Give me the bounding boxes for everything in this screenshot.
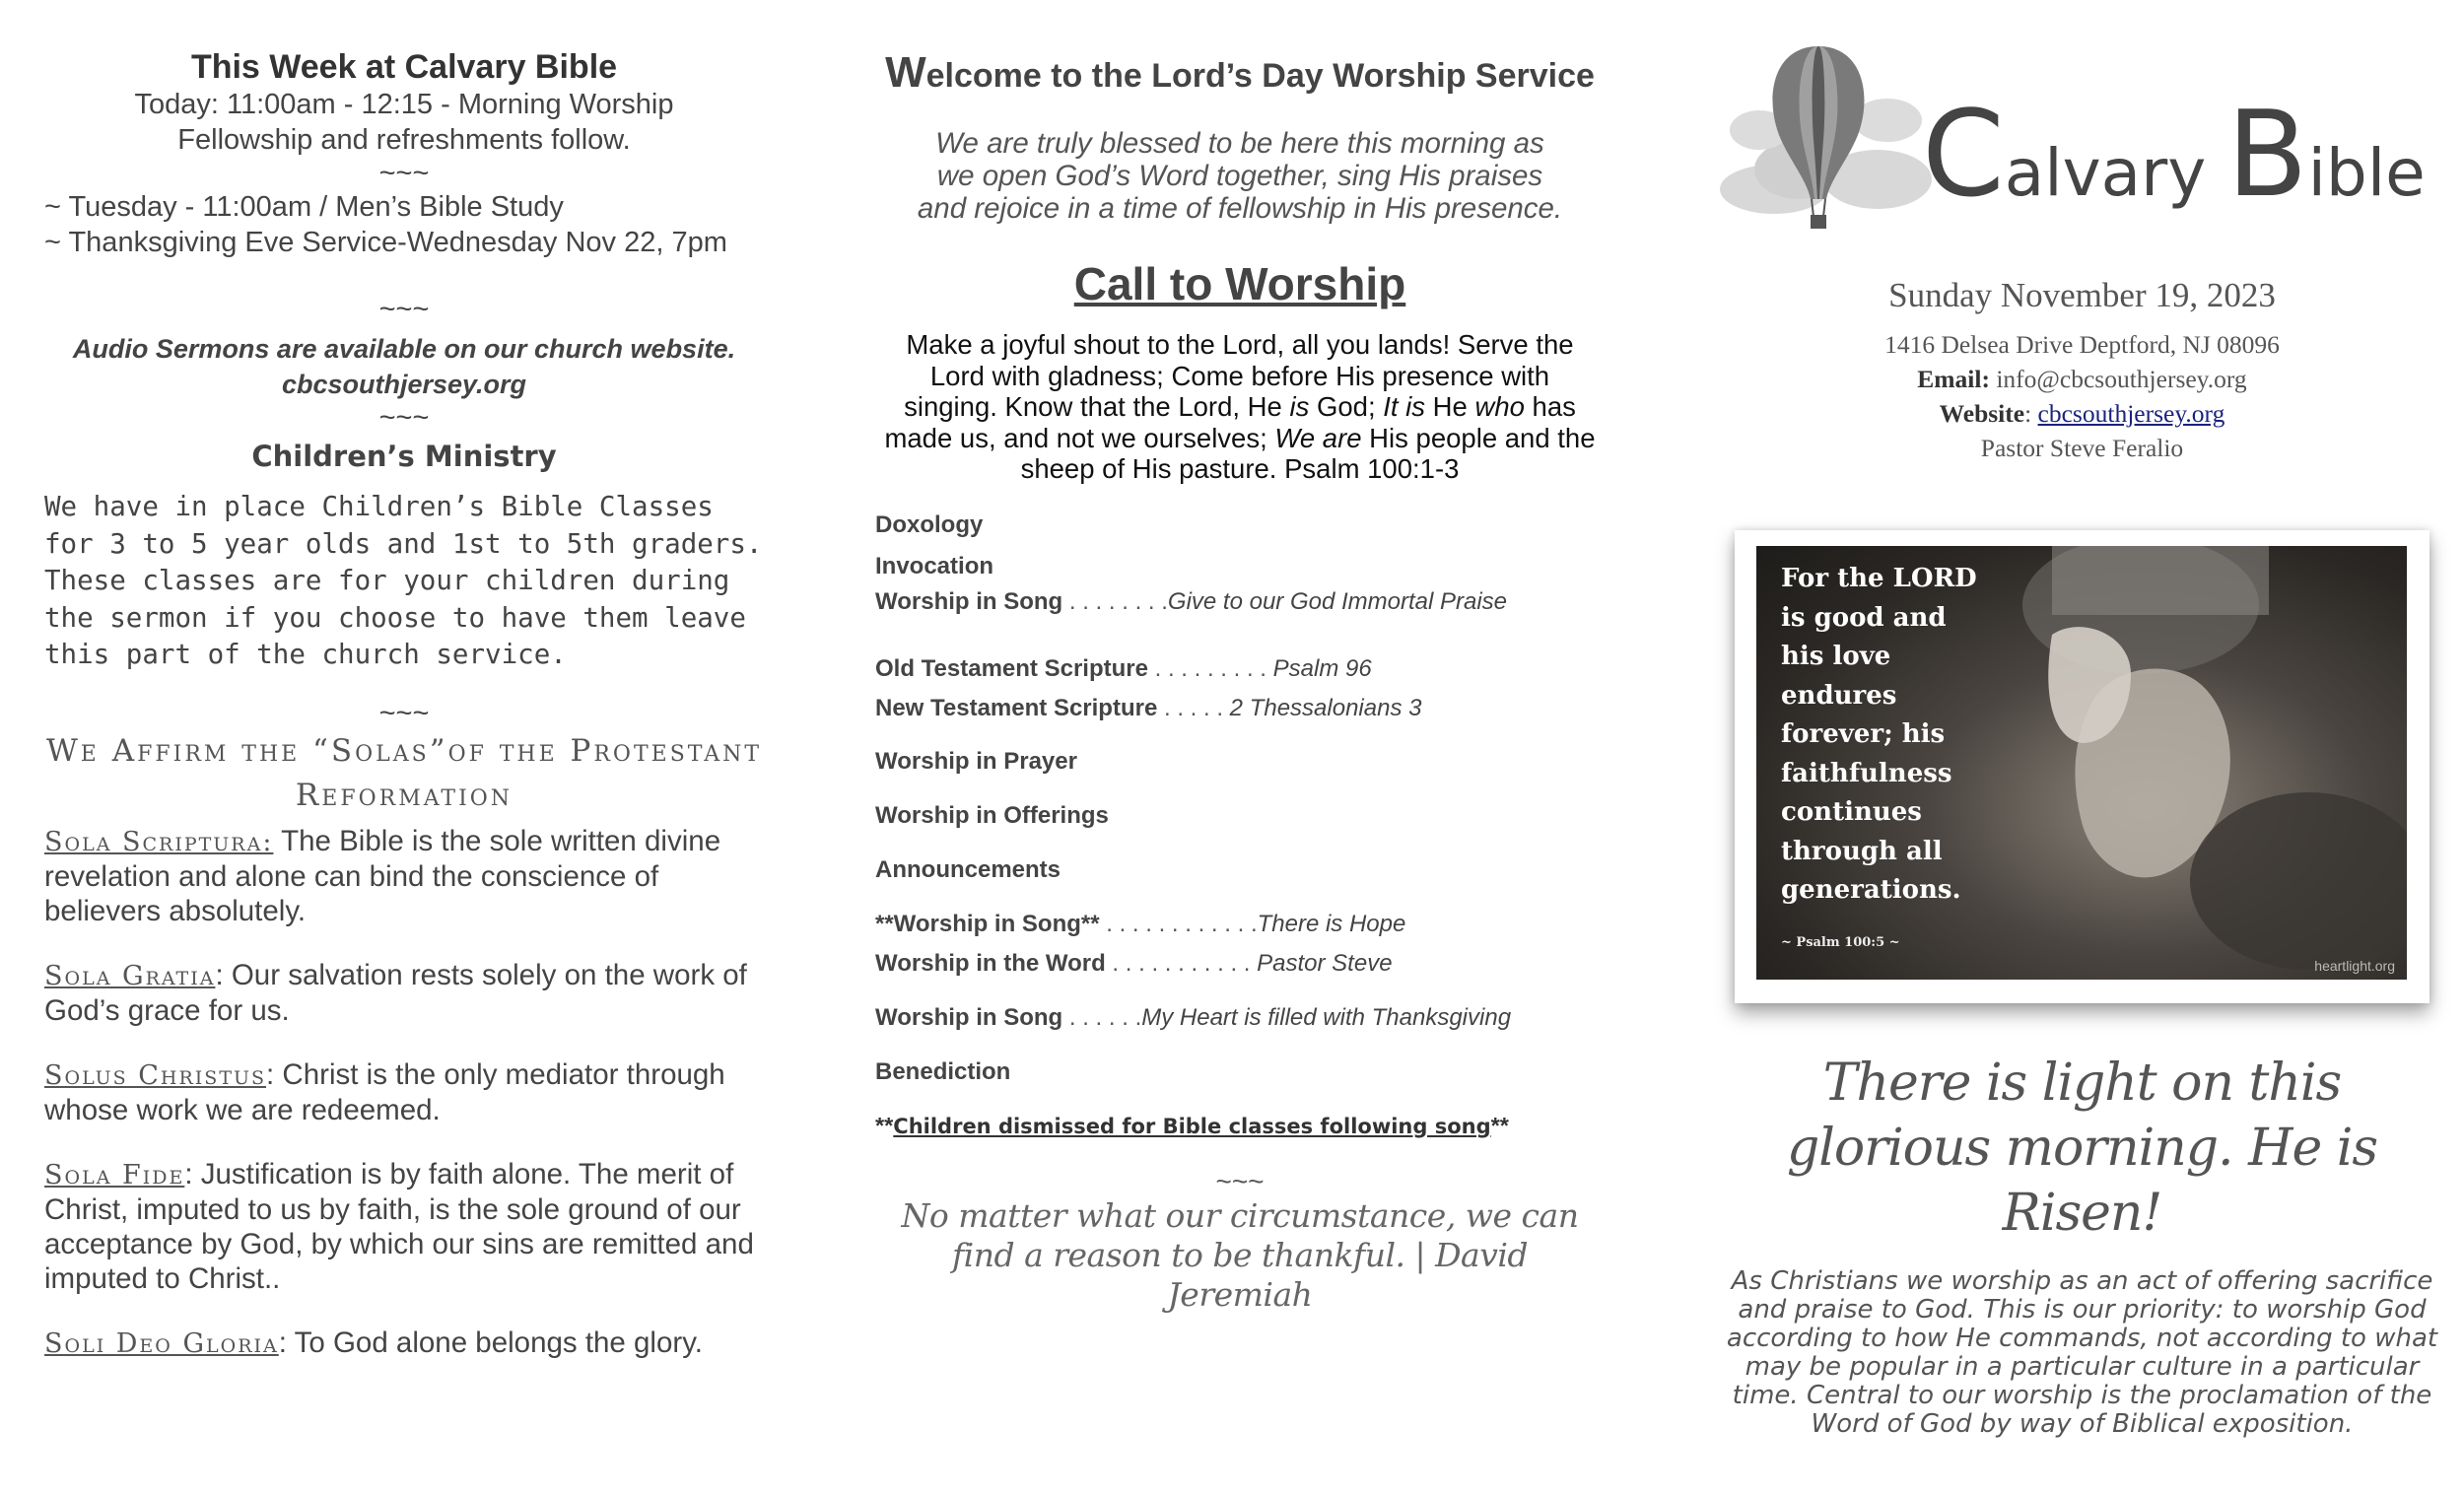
email-line	[1720, 362, 2444, 396]
brand-word: alvary	[2004, 135, 2227, 211]
verse-text: For the LORD is good and his love endures forever; his faithfulness continues through all generations.	[1781, 564, 1977, 905]
hot-air-balloon-icon	[1720, 41, 1932, 238]
sola-item	[44, 958, 764, 1028]
separator: ~~~	[378, 294, 430, 325]
sola-term: Sola Scriptura:	[44, 826, 274, 857]
welcome-initial: W	[885, 48, 926, 97]
welcome-heading	[875, 48, 1605, 98]
order-item: Benediction	[875, 1057, 1011, 1085]
middle-panel	[875, 0, 1605, 1496]
brand-initial: C	[1922, 87, 2005, 224]
note-text: Children dismissed for Bible classes following song	[893, 1114, 1491, 1138]
cw-emphasis: who	[1474, 391, 1525, 422]
order-item: Announcements	[875, 855, 1061, 883]
verse-reference: ~ Psalm 100:5 ~	[1781, 935, 1900, 950]
welcome-rest: elcome to the Lord’s Day Worship Service	[925, 57, 1595, 95]
sola-item	[44, 1157, 764, 1296]
order-item: Doxology	[875, 510, 984, 538]
address: 1416 Delsea Drive Deptford, NJ 08096	[1884, 330, 2280, 359]
website-sep: :	[2024, 399, 2038, 428]
sola-item	[44, 824, 764, 928]
event-item: ~ Thanksgiving Eve Service-Wednesday Nov 22, 7pm	[44, 227, 727, 258]
right-panel	[1720, 0, 2444, 1496]
cw-emphasis: We are	[1274, 422, 1362, 453]
order-item: Worship in Song . . . . . .My Heart is filled with Thanksgiving	[875, 1003, 1512, 1031]
sola-term: Sola Gratia	[44, 960, 216, 991]
sola-term: Solus Christus	[44, 1059, 267, 1091]
order-item: **Worship in Song** . . . . . . . . . . . .There is Hope	[875, 910, 1406, 937]
cw-emphasis: is	[1289, 391, 1310, 422]
website-label: Website	[1939, 399, 2025, 428]
church-website: cbcsouthjersey.org	[281, 370, 527, 399]
email-label: Email:	[1917, 365, 1990, 393]
website-line	[1720, 396, 2444, 431]
brand-name	[1922, 87, 2426, 224]
order-item: Worship in Prayer	[875, 747, 1077, 775]
brand-word: ible	[2307, 135, 2426, 211]
event-item: ~ Tuesday - 11:00am / Men’s Bible Study	[44, 191, 564, 223]
children-dismissed-note	[875, 1113, 1605, 1139]
childrens-ministry-title: Children’s Ministry	[251, 440, 557, 473]
sola-text: : Justification is by faith alone. The merit of Christ, imputed to us by faith, is the sole ground of our acceptance by God, by which our sins are remitted and imputed to Christ..	[44, 1157, 754, 1295]
left-panel	[44, 0, 764, 1496]
pastor-name: Pastor Steve Feralio	[1980, 434, 2184, 462]
fellowship-note: Fellowship and refreshments follow.	[177, 124, 631, 156]
sola-text: : To God alone belongs the glory.	[278, 1326, 703, 1359]
welcome-intro: We are truly blessed to be here this morning as we open God’s Word together, sing His praises and rejoice in a time of fellowship in His presence.	[917, 127, 1563, 225]
service-date: Sunday November 19, 2023	[1888, 276, 2276, 314]
logo	[1720, 0, 2444, 246]
order-item: Invocation	[875, 552, 994, 579]
order-item: New Testament Scripture . . . . . 2 Thessalonians 3	[875, 694, 1422, 721]
website-link[interactable]: cbcsouthjersey.org	[2037, 399, 2225, 428]
separator: ~~~	[378, 402, 430, 434]
cw-part: He	[1425, 391, 1475, 422]
watermark: heartlight.org	[2314, 958, 2395, 974]
audio-sermons-note: Audio Sermons are available on our church website.	[72, 334, 736, 364]
note-stars: **	[875, 1112, 894, 1138]
sola-term: Soli Deo Gloria	[44, 1327, 279, 1359]
cw-part: has made us, and not we ourselves;	[884, 391, 1576, 453]
sola-item	[44, 1057, 764, 1127]
sola-item	[44, 1326, 764, 1361]
call-to-worship-text	[875, 329, 1605, 485]
order-item: Worship in Offerings	[875, 801, 1109, 829]
cw-part: God;	[1309, 391, 1384, 422]
sola-text: : Our salvation rests solely on the work of God’s grace for us.	[44, 958, 747, 1027]
worship-purpose: As Christians we worship as an act of offering sacrifice and praise to God. This is our priority: to worship God according to how He commands, not according to what may be popular in a particular culture in a particular time. Central to our worship is the proclamation of the Word of God by way of Biblical exposition.	[1726, 1266, 2438, 1439]
childrens-ministry-body: We have in place Children’s Bible Classes for 3 to 5 year olds and 1st to 5th graders. These classes are for your children during the sermon if you choose to have them leave this part of the church service.	[44, 491, 763, 670]
call-to-worship-title: Call to Worship	[1073, 258, 1406, 309]
easter-message: There is light on this glorious morning. He is Risen!	[1786, 1054, 2378, 1243]
order-item: Old Testament Scripture . . . . . . . . . Psalm 96	[875, 654, 1372, 682]
sola-term: Sola Fide	[44, 1159, 185, 1190]
email-address[interactable]: info@cbcsouthjersey.org	[1996, 365, 2247, 393]
cw-emphasis: It is	[1383, 391, 1426, 422]
sola-text: : Christ is the only mediator through whose work we are redeemed.	[44, 1057, 725, 1126]
order-item: Worship in Song . . . . . . . .Give to our God Immortal Praise	[875, 587, 1508, 615]
note-stars: **	[1490, 1112, 1509, 1138]
hands-photo	[1756, 546, 2407, 980]
separator: ~~~	[378, 158, 430, 189]
order-of-service	[875, 510, 1605, 1087]
today-schedule: Today: 11:00am - 12:15 - Morning Worship	[134, 89, 674, 120]
cw-part: His people and the sheep of His pasture. Psalm 100:1-3	[1020, 422, 1596, 484]
this-week-title: This Week at Calvary Bible	[190, 48, 618, 86]
brand-initial: B	[2226, 87, 2308, 224]
separator: ~~~	[378, 697, 430, 729]
thankful-quote: No matter what our circumstance, we can find a reason to be thankful. | David Jeremiah	[901, 1195, 1579, 1314]
solas-title: We Affirm the “Solas”of the Protestant Reformation	[45, 732, 763, 813]
separator: ~~~	[1215, 1165, 1265, 1196]
verse-photo	[1735, 530, 2430, 1003]
sola-text: The Bible is the sole written divine revelation and alone can bind the conscience of believers absolutely.	[44, 824, 721, 927]
order-item: Worship in the Word . . . . . . . . . . . Pastor Steve	[875, 949, 1393, 977]
cw-part: Make a joyful shout to the Lord, all you lands! Serve the Lord with gladness; Come before His presence with singing. Know that the Lord, He	[904, 329, 1574, 422]
